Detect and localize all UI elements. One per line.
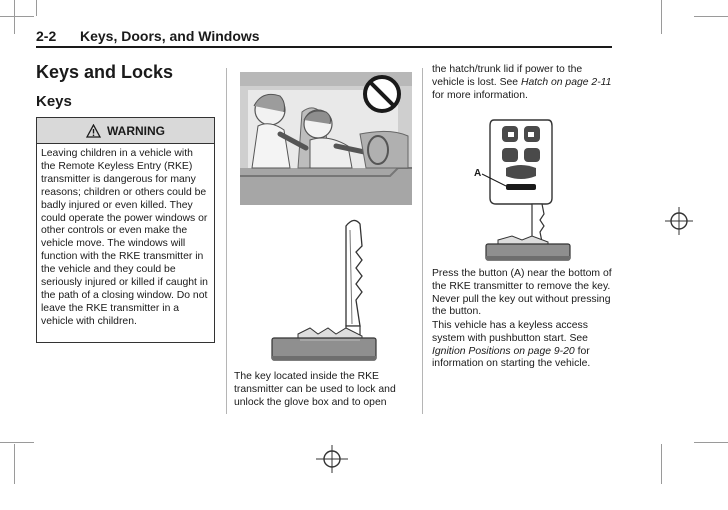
keyless-paragraph: [432, 320, 612, 371]
page-number: 2-2: [36, 28, 57, 44]
key-illustration: [270, 216, 378, 362]
figure-label-a: A: [474, 168, 482, 179]
continued-paragraph: [432, 64, 612, 102]
warning-header: [37, 118, 214, 144]
children-in-vehicle-illustration: [240, 72, 412, 205]
column-divider: [226, 68, 227, 414]
rke-transmitter-illustration: [468, 118, 578, 264]
crop-mark: [661, 444, 662, 484]
crop-mark: [36, 0, 37, 16]
section-heading: Keys: [36, 93, 72, 110]
warning-text: Leaving children in a vehicle with the Remote Keyless Entry (RKE) transmitter is dangerous for many reasons; children or others could be badly injured or even killed. They could operate the power windows or other controls or even make the vehicle move. The windows will function with the RKE transmitter in the vehicle and they could be seriously injured or killed if caught in the path of a closing window. Do not leave the RKE transmitter in a vehicle with children.: [41, 148, 208, 327]
hatch-reference-link[interactable]: Hatch on page 2-11: [520, 76, 612, 88]
header-rule: [36, 46, 612, 48]
registration-mark-icon: [316, 444, 348, 474]
crop-mark: [694, 16, 728, 17]
warning-triangle-icon: [86, 124, 101, 138]
key-paragraph: [234, 371, 414, 409]
registration-mark-icon: [664, 206, 694, 236]
button-paragraph-text: Press the button (A) near the bottom of the RKE transmitter to remove the key. Never pull the key out without pressing the button.: [432, 268, 612, 318]
page-header: [36, 28, 612, 45]
keyless-text: This vehicle has a keyless access system with pushbutton start. See: [432, 320, 588, 344]
crop-mark: [0, 16, 34, 17]
button-paragraph: [432, 268, 612, 319]
column-divider: [422, 68, 423, 414]
page-title: Keys and Locks: [36, 62, 174, 82]
crop-mark: [0, 442, 34, 443]
warning-box: [36, 117, 215, 343]
ignition-reference-link[interactable]: Ignition Positions on page 9-20: [432, 345, 575, 357]
continued-text-end: for more information.: [432, 89, 528, 101]
crop-mark: [14, 444, 15, 484]
crop-mark: [14, 0, 15, 34]
continued-text: the hatch/trunk lid if power to the vehicle is lost. See: [432, 64, 583, 88]
warning-label: WARNING: [107, 123, 165, 138]
keyless-text-end: for information on starting the vehicle.: [432, 345, 591, 370]
key-paragraph-text: The key located inside the RKE transmitter can be used to lock and unlock the glove box and to open: [234, 371, 396, 408]
section-title: Keys, Doors, and Windows: [80, 28, 260, 44]
crop-mark: [661, 0, 662, 34]
crop-mark: [694, 442, 728, 443]
